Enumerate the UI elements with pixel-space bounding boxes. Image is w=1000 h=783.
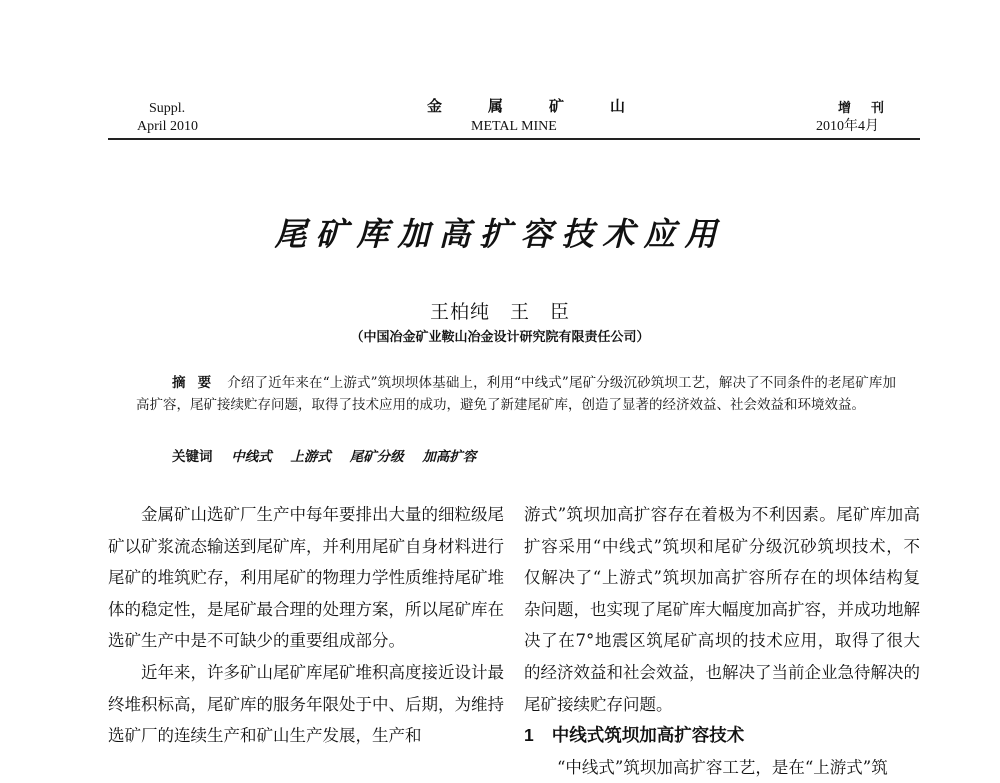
abstract-text: 介绍了近年来在“上游式”筑坝坝体基础上，利用“中线式”尾矿分级沉砂筑坝工艺，解决了不同条件的老尾矿库加高扩容，尾矿接续贮存问题，取得了技术应用的成功，避免了新建尾矿库，创造了显著的经济效益、社会效益和环境效益。 xyxy=(136,375,896,413)
abstract xyxy=(136,373,896,416)
author-affiliation: （中国冶金矿业鞍山冶金设计研究院有限责任公司） xyxy=(350,330,650,345)
body-paragraph: 游式”筑坝加高扩容存在着极为不利因素。尾矿库加高扩容采用“中线式”筑坝和尾矿分级沉砂筑坝技术，不仅解决了“上游式”筑坝加高扩容所存在的坝体结构复杂问题，也实现了尾矿库大幅度加高扩容，并成功地解决了在7°地震区筑尾矿高坝的技术应用，取得了很大的经济效益和社会效益，也解决了当前企业急待解决的尾矿接续贮存问题。 xyxy=(524,505,920,714)
abstract-label: 摘要 xyxy=(172,375,224,391)
keywords-label: 关键词 xyxy=(172,449,213,465)
author-names: 王柏纯 王 臣 xyxy=(429,301,570,323)
suppl-label-cn: 增刊 xyxy=(838,100,905,115)
body-column-left xyxy=(108,499,504,752)
journal-name-en: METAL MINE xyxy=(471,119,557,134)
body-paragraph: 近年来，许多矿山尾矿库尾矿堆积高度接近设计最终堆积标高，尾矿库的服务年限处于中、后期，为维持选矿厂的连续生产和矿山生产发展，生产和 xyxy=(108,662,504,746)
body-column-right xyxy=(524,499,920,783)
issue-date-cn: 2010年4月 xyxy=(816,119,879,134)
issue-date-en: April 2010 xyxy=(137,119,199,134)
journal-name-cn: 金属矿山 xyxy=(427,99,672,115)
section-number: 1 xyxy=(524,725,534,746)
keywords xyxy=(172,447,872,467)
article-title: 尾矿库加高扩容技术应用 xyxy=(274,215,726,253)
suppl-label: Suppl. xyxy=(149,101,186,116)
body-paragraph: “中线式”筑坝加高扩容工艺，是在“上游式”筑 xyxy=(557,757,888,777)
body-paragraph: 金属矿山选矿厂生产中每年要排出大量的细粒级尾矿以矿浆流态输送到尾矿库，并利用尾矿自身材料进行尾矿的堆筑贮存，利用尾矿的物理力学性质维持尾矿堆体的稳定性，是尾矿最合理的处理方案，所以尾矿库在选矿生产中是不可缺少的重要组成部分。 xyxy=(108,505,504,651)
header-rule xyxy=(108,138,920,140)
keyword: 中线式 xyxy=(231,449,272,465)
section-heading xyxy=(524,720,920,752)
keyword: 加高扩容 xyxy=(422,449,477,465)
keyword: 尾矿分级 xyxy=(349,449,404,465)
section-title: 中线式筑坝加高扩容技术 xyxy=(551,725,745,746)
keyword: 上游式 xyxy=(290,449,331,465)
